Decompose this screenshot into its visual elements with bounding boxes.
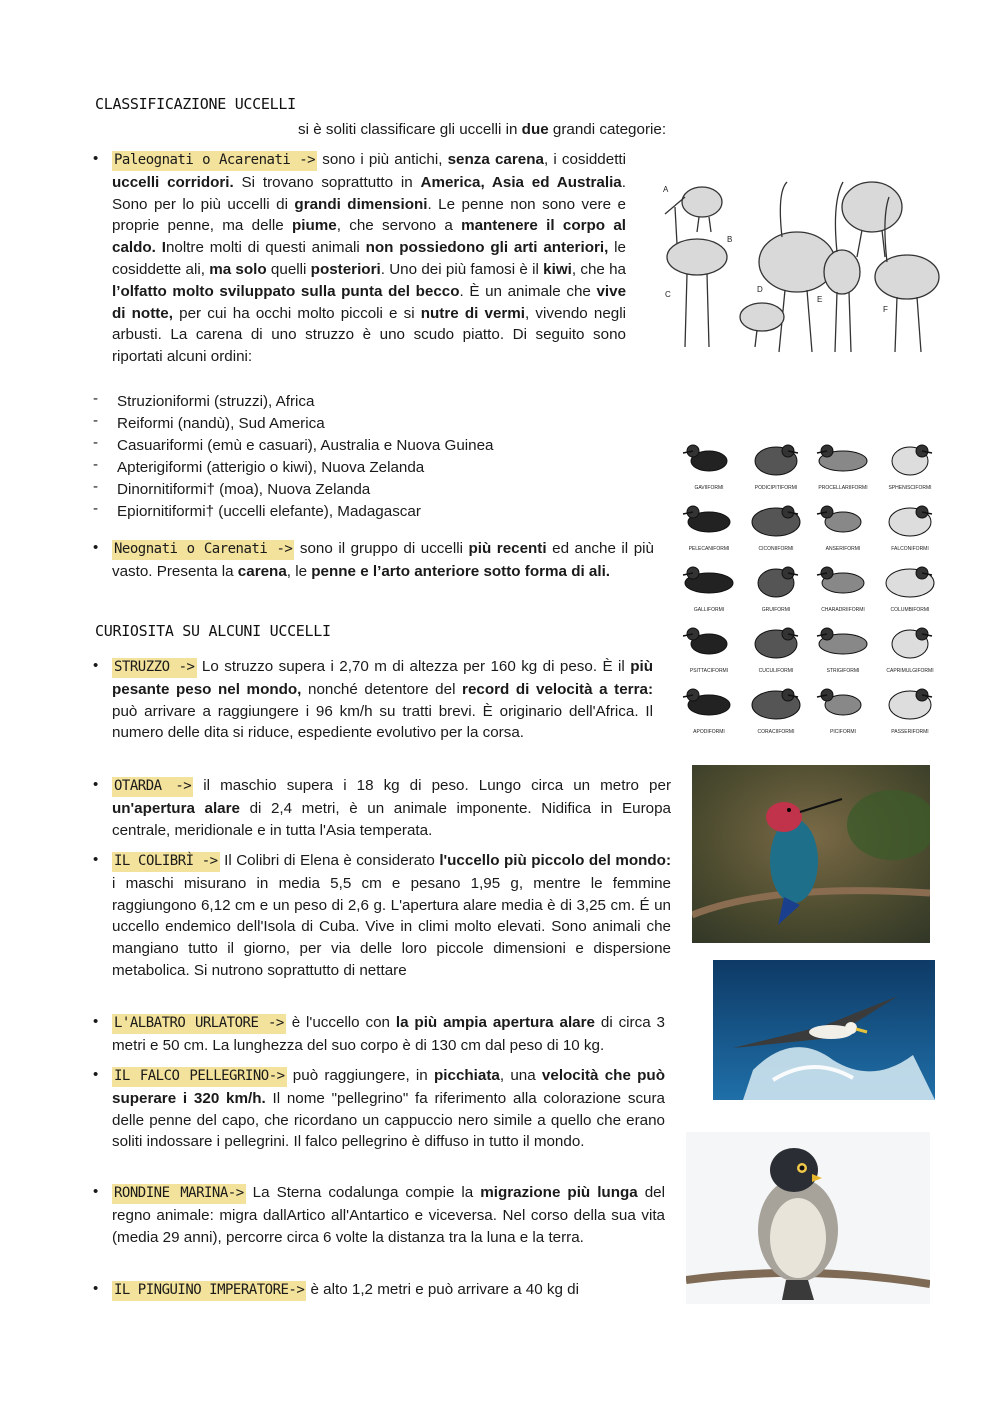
neognati-paragraph (112, 538, 654, 583)
bird-order-label: PSITTACIFORMI (689, 668, 729, 674)
bird-order-figure (817, 689, 861, 735)
hummingbird-photo (692, 765, 930, 943)
bird-order-label: GAVIIFORMI (694, 485, 724, 491)
ratite-label: D (757, 285, 763, 294)
dash-marker: - (93, 412, 99, 429)
highlight-tag: IL COLIBRÌ -> (112, 852, 220, 872)
bird-order-figure (817, 628, 867, 674)
dash-marker: - (93, 434, 99, 451)
bird-order-label: SPHENISCIFORMI (888, 485, 932, 491)
bird-order-label: PASSERIFORMI (891, 729, 929, 735)
bird-order-figure (758, 567, 798, 613)
rich-text: sono il gruppo di uccelli più recenti ed anche il più vasto. Presenta la carena, le penne e l’arto anteriore sotto forma di ali. (112, 540, 654, 580)
dash-marker: - (93, 390, 99, 407)
ratite-label: B (727, 235, 733, 244)
bird-order-label: FALCONIFORMI (891, 546, 929, 552)
highlight-tag: IL FALCO PELLEGRINO-> (112, 1067, 287, 1087)
bird-fact-paragraph: OTARDA -> il maschio supera i 18 kg di peso. Lungo circa un metro per un'apertura alare di 2,4 metri, è un animale imponente. Nidifica in Europa centrale, meridionale e in tutta l'Asia temperata. (112, 777, 671, 839)
bullet-dot: • (93, 1183, 99, 1200)
bird-order-figure (683, 689, 730, 735)
bullet-dot: • (93, 776, 99, 793)
list-item: - Reiformi (nandù), Sud America (93, 412, 325, 432)
bird-order-label: STRIGIFORMI (826, 668, 860, 674)
list-item: - Casuariformi (emù e casuari), Australia e Nuova Guinea (93, 434, 494, 454)
bird-order-figure (886, 567, 934, 613)
bird-order-figure (888, 445, 932, 491)
rich-text: sono i più antichi, senza carena, i cosiddetti uccelli corridori. Si trovano soprattutto in America, Asia ed Australia. Sono per lo più uccelli di grandi dimensioni. Le penne non sono vere e proprie penne, ma delle piume, che servono a mantenere il corpo al caldo. Inoltre molti di questi animali non possiedono gli arti anteriori, le cosiddette ali, ma solo quelli posteriori. Uno dei più famosi è il kiwi, che ha l’olfatto molto sviluppato sulla punta del becco. È un animale che vive di notte, per cui ha occhi molto piccoli e si nutre di vermi, vivendo negli arbusti. La carena di uno struzzo è uno scudo piatto. Di seguito sono riportati alcuni ordini: (112, 151, 627, 366)
albatross-photo (713, 960, 935, 1100)
orders-list (93, 391, 493, 523)
paleognati-paragraph (112, 149, 626, 368)
dash-marker: - (93, 456, 99, 473)
section-heading: CURIOSITA SU ALCUNI UCCELLI (95, 622, 331, 640)
bullet-dot: • (93, 150, 99, 167)
bird-order-figure (683, 445, 727, 491)
bird-order-label: GRUIFORMI (761, 607, 791, 613)
bird-order-figure (755, 445, 798, 491)
highlight-tag: STRUZZO -> (112, 658, 197, 678)
bullet-dot: • (93, 851, 99, 868)
bird-order-figure (817, 445, 868, 491)
bird-order-figure (817, 567, 865, 613)
ratite-label: A (663, 185, 669, 194)
bird-fact-paragraph: STRUZZO -> Lo struzzo supera i 2,70 m di altezza per 160 kg di peso. È il più pesante peso nel mondo, nonché detentore del record di velocità a terra: può arrivare a raggiungere i 96 km/h su tratti brevi. È originario dell'Africa. Il numero delle dita si riduce, espediente evolutivo per la corsa. (112, 658, 654, 742)
highlight-tag: RONDINE MARINA-> (112, 1184, 246, 1204)
bird-order-label: PROCELLARIIFORMI (818, 485, 868, 491)
list-item: - Dinornitiformi† (moa), Nuova Zelanda (93, 478, 371, 498)
bullet-dot: • (93, 539, 99, 556)
bird-order-figure (755, 628, 798, 674)
list-item: - Epiornitiformi† (uccelli elefante), Madagascar (93, 500, 421, 520)
dash-marker: - (93, 500, 99, 517)
bird-order-label: CHARADRIIFORMI (821, 607, 865, 613)
bird-order-label: APODIFORMI (693, 729, 725, 735)
highlight-tag: Paleognati o Acarenati -> (112, 151, 317, 171)
bird-order-figure (886, 628, 933, 674)
bird-order-label: CORACIIFORMI (757, 729, 795, 735)
bird-order-label: PICIFORMI (830, 729, 856, 735)
bird-order-figure (889, 506, 932, 552)
bullet-dot: • (93, 657, 99, 674)
highlight-tag: Neognati o Carenati -> (112, 540, 294, 560)
bird-order-label: CICONIIFORMI (758, 546, 794, 552)
peregrine-falcon-photo (686, 1132, 930, 1304)
bird-order-label: GALLIFORMI (693, 607, 725, 613)
list-item: - Apterigiformi (atterigio o kiwi), Nuova Zelanda (93, 456, 425, 476)
intro-line: si è soliti classificare gli uccelli in due grandi categorie: (298, 121, 667, 138)
highlight-tag: IL PINGUINO IMPERATORE-> (112, 1281, 306, 1301)
bird-order-label: ANSERIFORMI (825, 546, 861, 552)
bird-order-figure (683, 628, 728, 674)
bird-order-label: CUCULIFORMI (758, 668, 794, 674)
bullet-dot: • (93, 1013, 99, 1030)
bird-order-label: PELECANIFORMI (688, 546, 730, 552)
bird-order-label: PODICIPITIFORMI (754, 485, 798, 491)
bird-fact-paragraph: IL COLIBRÌ -> Il Colibri di Elena è considerato l'uccello più piccolo del mondo: i maschi misurano in media 5,5 cm e pesano 1,95 g, mentre le femmine raggiungono 6,12 cm e un peso di 2,6 g. L'apertura alare media è di 3,25 cm. É un uccello endemico dell'Isola di Cuba. Vive in climi molto elevati. Sono animali che mangiano tutto il giorno, per via delle loro piccole dimensioni e dispersione metabolica. Si nutrono soprattutto di nettare (112, 852, 672, 979)
bird-order-label: COLUMBIFORMI (890, 607, 930, 613)
ratite-label: C (665, 290, 671, 299)
bird-order-figure (683, 506, 730, 552)
ratite-label: E (817, 295, 823, 304)
bird-fact-paragraph: IL FALCO PELLEGRINO-> può raggiungere, in picchiata, una velocità che può superare i 320 km/h. Il nome "pellegrino" fa riferimento alla colorazione scura delle penne del capo, che ricordano un cappuccio nero simile a quello che erano soliti indossare i pellegrini. Il falco pellegrino è diffuso in tutto il mondo. (112, 1067, 666, 1151)
page-title: CLASSIFICAZIONE UCCELLI (95, 95, 296, 113)
bird-fact-paragraph: IL PINGUINO IMPERATORE-> è alto 1,2 metri e può arrivare a 40 kg di (112, 1279, 665, 1302)
bird-order-figure (889, 689, 932, 735)
bird-order-figure (752, 506, 800, 552)
ratite-label: F (883, 305, 888, 314)
bird-order-label: CAPRIMULGIFORMI (886, 668, 934, 674)
list-item: - Struzioniformi (struzzi), Africa (93, 390, 315, 410)
bird-orders-illustration (675, 435, 943, 740)
bullet-dot: • (93, 1280, 99, 1297)
bird-order-figure (683, 567, 733, 613)
bird-order-figure (817, 506, 861, 552)
ratites-illustration (657, 162, 949, 357)
highlight-tag: L'ALBATRO URLATORE -> (112, 1014, 286, 1034)
highlight-tag: OTARDA -> (112, 777, 193, 797)
dash-marker: - (93, 478, 99, 495)
bullet-dot: • (93, 1066, 99, 1083)
bird-fact-paragraph: RONDINE MARINA-> La Sterna codalunga compie la migrazione più lunga del regno animale: migra dallArtico all'Antartico e viceversa. Nel corso della sua vita (media 29 anni), percorre circa 6 volte la distanza tra la luna e la terra. (112, 1184, 665, 1246)
bird-order-figure (752, 689, 800, 735)
bird-fact-paragraph: L'ALBATRO URLATORE -> è l'uccello con la più ampia apertura alare di circa 3 metri e 50 cm. La lunghezza del suo corpo è di 130 cm dal peso di 10 kg. (112, 1014, 665, 1054)
